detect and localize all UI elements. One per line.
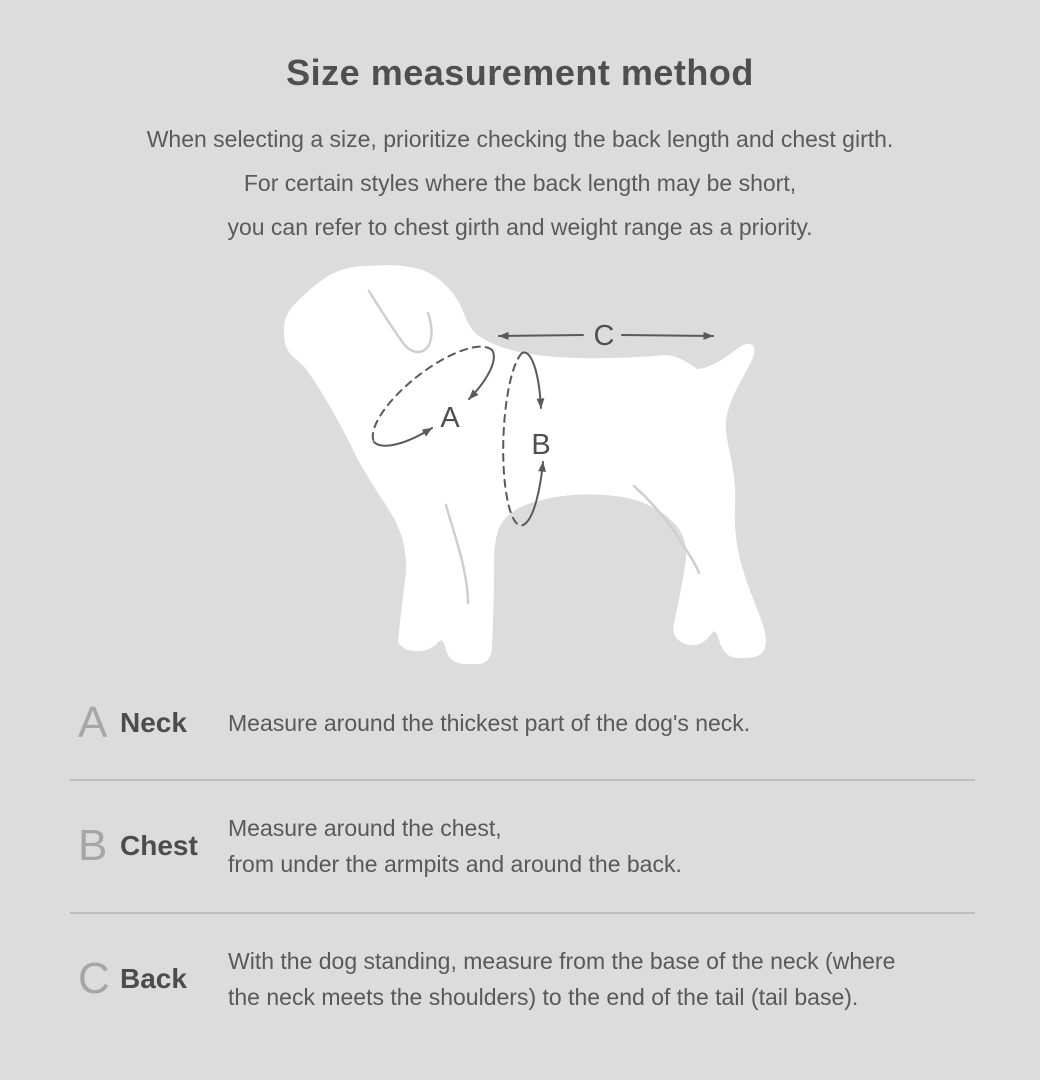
intro-line: When selecting a size, prioritize checking the back length and chest girth. bbox=[146, 126, 894, 152]
row-label-back: Back bbox=[120, 963, 187, 994]
measure-row-neck bbox=[0, 668, 1040, 778]
intro-line: you can refer to chest girth and weight range as a priority. bbox=[227, 214, 813, 240]
back-arrow-right bbox=[622, 335, 713, 336]
desc-line: Measure around the thickest part of the dog's neck. bbox=[228, 710, 751, 736]
diagram-label-neck: A bbox=[440, 402, 460, 434]
row-desc-chest bbox=[228, 810, 682, 882]
row-desc-neck bbox=[228, 705, 750, 741]
diagram-label-back: C bbox=[593, 320, 615, 352]
back-arrow-left bbox=[499, 335, 583, 336]
row-label-neck: Neck bbox=[120, 707, 187, 738]
desc-line: the neck meets the shoulders) to the end of the tail (tail base). bbox=[228, 984, 859, 1010]
measure-row-chest bbox=[0, 781, 1040, 911]
page-title: Size measurement method bbox=[286, 52, 754, 93]
row-desc-back bbox=[228, 943, 895, 1015]
row-label-chest: Chest bbox=[120, 830, 198, 861]
row-letter-b: B bbox=[78, 821, 108, 870]
dog-silhouette bbox=[284, 265, 766, 664]
desc-line: from under the armpits and around the back. bbox=[228, 851, 682, 877]
row-letter-a: A bbox=[78, 698, 108, 747]
desc-line: With the dog standing, measure from the base of the neck (where bbox=[228, 948, 896, 974]
diagram-label-chest: B bbox=[531, 429, 551, 461]
desc-line: Measure around the chest, bbox=[228, 815, 502, 841]
measure-row-back bbox=[0, 914, 1040, 1044]
row-letter-c: C bbox=[78, 954, 110, 1003]
intro-line: For certain styles where the back length may be short, bbox=[243, 170, 797, 196]
